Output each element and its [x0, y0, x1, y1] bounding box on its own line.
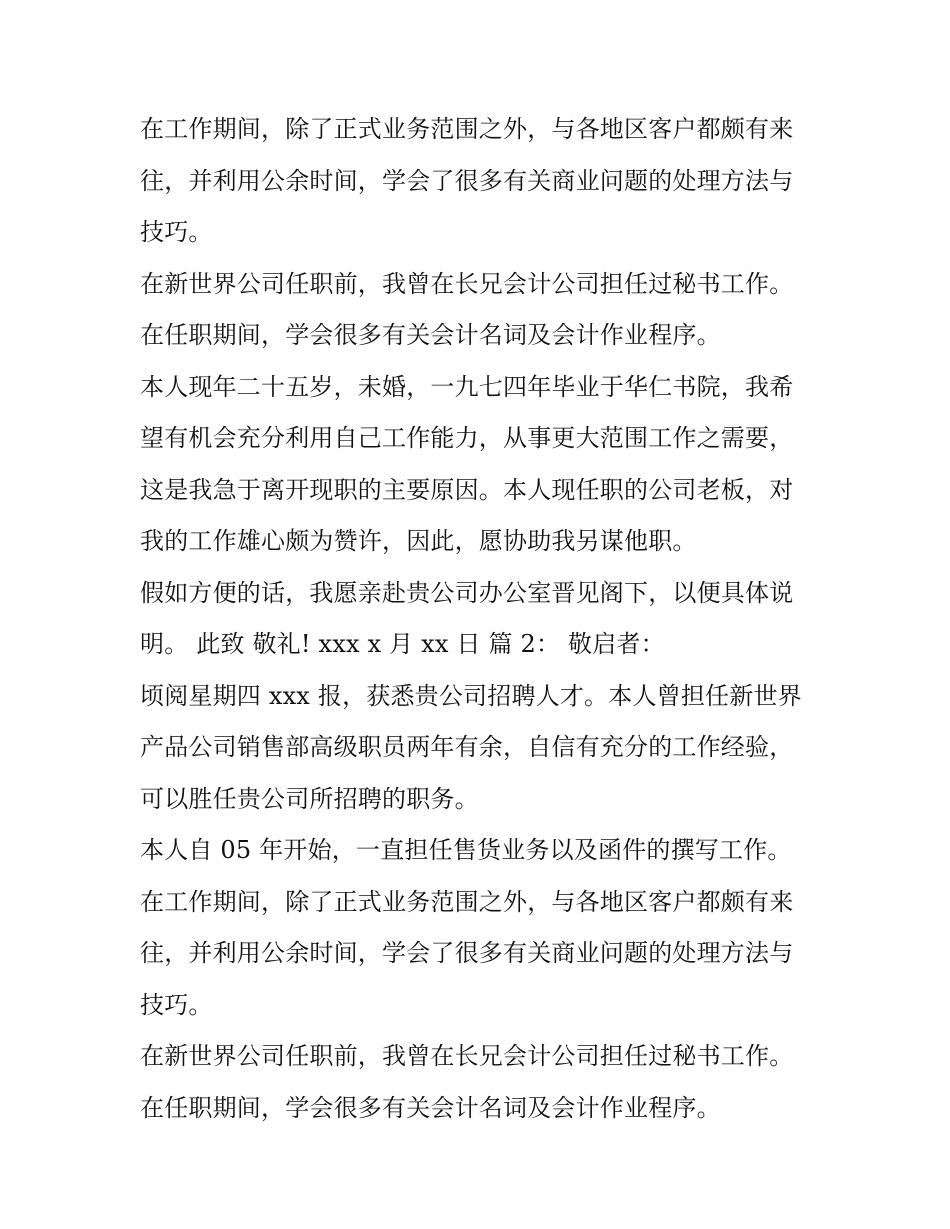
text-line: 往，并利用公余时间，学会了很多有关商业问题的处理方法与: [140, 939, 794, 967]
text-line: 这是我急于离开现职的主要原因。本人现任职的公司老板，对: [140, 475, 794, 504]
text-line: 技巧。: [140, 990, 213, 1019]
text-line: 在新世界公司任职前，我曾在长兄会计公司担任过秘书工作。: [140, 1042, 794, 1070]
document-body: [140, 104, 820, 1134]
text-line: 望有机会充分利用自己工作能力，从事更大范围工作之需要，: [140, 424, 794, 452]
text-line: 在任职期间，学会很多有关会计名词及会计作业程序。: [140, 321, 721, 349]
text-line: 在工作期间，除了正式业务范围之外，与各地区客户都颇有来: [140, 887, 794, 916]
text-line: 往，并利用公余时间，学会了很多有关商业问题的处理方法与: [140, 166, 794, 195]
text-line: 明。 此致 敬礼! xxx x 月 xx 日 篇 2： 敬启者：: [140, 630, 665, 658]
text-line: 假如方便的话，我愿亲赴贵公司办公室晋见阁下，以便具体说: [140, 578, 794, 607]
text-line: 产品公司销售部高级职员两年有余，自信有充分的工作经验，: [140, 733, 794, 761]
text-line: 在任职期间，学会很多有关会计名词及会计作业程序。: [140, 1093, 721, 1122]
text-line: 我的工作雄心颇为赞许，因此，愿协助我另谋他职。: [140, 527, 697, 555]
text-line: 可以胜任贵公司所招聘的职务。: [140, 784, 479, 813]
text-line: 技巧。: [140, 218, 213, 246]
text-line: 在新世界公司任职前，我曾在长兄会计公司担任过秘书工作。: [140, 269, 794, 298]
text-line: 本人自 05 年开始，一直担任售货业务以及函件的撰写工作。: [140, 836, 792, 864]
text-line: 在工作期间，除了正式业务范围之外，与各地区客户都颇有来: [140, 115, 794, 143]
text-line: 本人现年二十五岁，未婚，一九七四年毕业于华仁书院，我希: [140, 372, 794, 401]
text-line: 顷阅星期四 xxx 报，获悉贵公司招聘人才。本人曾担任新世界: [140, 681, 802, 710]
